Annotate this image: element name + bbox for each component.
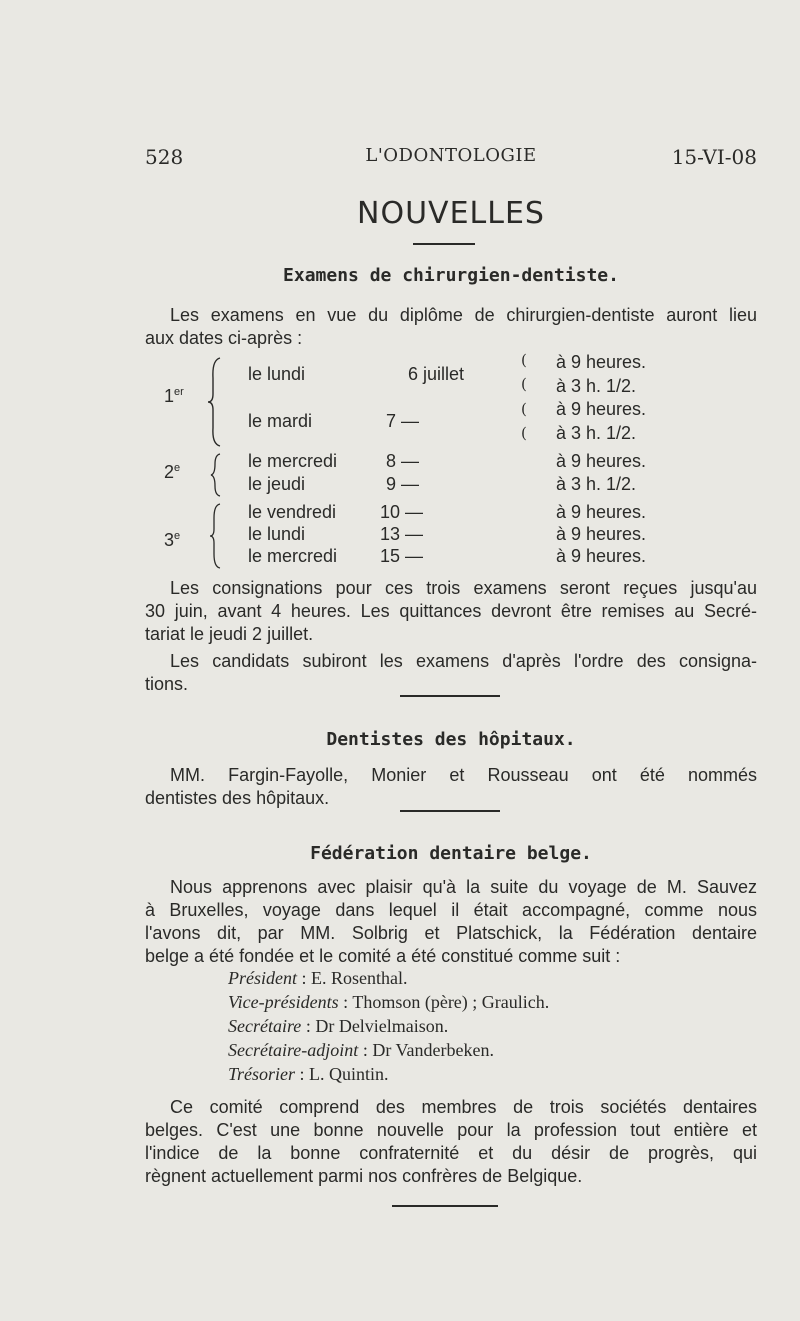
title-rule bbox=[413, 243, 475, 245]
exam-day: le lundi bbox=[248, 364, 306, 384]
page-number: 528 bbox=[145, 145, 184, 169]
page-title: NOUVELLES bbox=[357, 196, 545, 231]
section-heading-federation: Fédération dentaire belge. bbox=[310, 843, 592, 864]
exam-day: le mercredi bbox=[248, 451, 338, 471]
exams-intro bbox=[145, 304, 757, 350]
section-divider bbox=[400, 695, 500, 697]
text-line: Ce comité comprend des membres de trois sociétés dentaires bbox=[170, 1097, 757, 1117]
exam-day: le jeudi bbox=[248, 474, 306, 494]
section-heading-exams: Examens de chirurgien-dentiste. bbox=[283, 265, 619, 286]
group-label-3: 3e bbox=[164, 530, 181, 550]
exam-time: à 9 heures. bbox=[556, 524, 647, 544]
exam-time: à 3 h. 1/2. bbox=[556, 376, 637, 396]
officer-treasurer: Trésorier : L. Quintin. bbox=[228, 1064, 389, 1084]
time-brace: ( bbox=[521, 375, 527, 393]
exam-date: 8 — bbox=[386, 451, 420, 471]
exam-time: à 9 heures. bbox=[556, 451, 647, 471]
text-line: Les candidats subiront les examens d'après l'ordre des consigna- bbox=[170, 651, 757, 671]
exam-date: 15 — bbox=[380, 546, 424, 566]
text-line: tions. bbox=[145, 674, 189, 694]
officer-vice-presidents: Vice-présidents : Thomson (père) ; Graulich. bbox=[228, 992, 550, 1012]
text-line: aux dates ci-après : bbox=[145, 328, 303, 348]
federation-intro bbox=[145, 876, 757, 968]
brace-group-1 bbox=[206, 356, 226, 448]
exam-time: à 3 h. 1/2. bbox=[556, 423, 637, 443]
federation-closing bbox=[145, 1096, 757, 1188]
text-line: à Bruxelles, voyage dans lequel il était accompagné, comme nous bbox=[145, 900, 757, 920]
exam-time: à 3 h. 1/2. bbox=[556, 474, 637, 494]
exams-candidates bbox=[145, 650, 757, 696]
section-divider bbox=[400, 810, 500, 812]
text-line: Nous apprenons avec plaisir qu'à la suite du voyage de M. Sauvez bbox=[170, 877, 757, 897]
text-line: MM. Fargin-Fayolle, Monier et Rousseau ont été nommés bbox=[170, 765, 757, 785]
journal-title: L'ODONTOLOGIE bbox=[365, 145, 537, 166]
officer-secretary: Secrétaire : Dr Delvielmaison. bbox=[228, 1016, 449, 1036]
exam-day: le mercredi bbox=[248, 546, 338, 566]
running-header bbox=[145, 145, 757, 173]
time-brace: ( bbox=[521, 400, 527, 418]
hospitals-text bbox=[145, 764, 757, 810]
group-label-2: 2e bbox=[164, 462, 181, 482]
exam-time: à 9 heures. bbox=[556, 502, 647, 522]
text-line: règnent actuellement parmi nos confrères de Belgique. bbox=[145, 1166, 583, 1186]
exam-date: 13 — bbox=[380, 524, 424, 544]
text-line: Les examens en vue du diplôme de chirurgien-dentiste auront lieu bbox=[170, 305, 757, 325]
officer-president: Président : E. Rosenthal. bbox=[228, 968, 408, 988]
brace-group-2 bbox=[210, 452, 224, 498]
text-line: belge a été fondée et le comité a été constitué comme suit : bbox=[145, 946, 621, 966]
exam-time: à 9 heures. bbox=[556, 352, 647, 372]
section-heading-hospitals: Dentistes des hôpitaux. bbox=[326, 729, 576, 750]
exam-day: le mardi bbox=[248, 411, 313, 431]
text-line: dentistes des hôpitaux. bbox=[145, 788, 330, 808]
group-label-1: 1er bbox=[164, 386, 184, 406]
text-line: l'avons dit, par MM. Solbrig et Platschick, la Fédération dentaire bbox=[145, 923, 757, 943]
exam-time: à 9 heures. bbox=[556, 546, 647, 566]
text-line: belges. C'est une bonne nouvelle pour la profession tout entière et bbox=[145, 1120, 757, 1140]
officer-assistant-secretary: Secrétaire-adjoint : Dr Vanderbeken. bbox=[228, 1040, 494, 1060]
text-line: tariat le jeudi 2 juillet. bbox=[145, 624, 314, 644]
time-brace: ( bbox=[521, 424, 527, 442]
exam-date: 6 juillet bbox=[408, 364, 465, 384]
brace-group-3 bbox=[208, 502, 224, 570]
exam-day: le vendredi bbox=[248, 502, 337, 522]
time-brace: ( bbox=[521, 351, 527, 369]
exam-date: 9 — bbox=[386, 474, 420, 494]
text-line: Les consignations pour ces trois examens seront reçues jusqu'au bbox=[170, 578, 757, 598]
section-divider bbox=[392, 1205, 498, 1207]
exam-date: 10 — bbox=[380, 502, 424, 522]
text-line: 30 juin, avant 4 heures. Les quittances devront être remises au Secré- bbox=[145, 601, 757, 621]
text-line: l'indice de la bonne confraternité et du désir de progrès, qui bbox=[145, 1143, 757, 1163]
exam-day: le lundi bbox=[248, 524, 306, 544]
exam-time: à 9 heures. bbox=[556, 399, 647, 419]
exams-consignations bbox=[145, 577, 757, 646]
issue-date: 15-VI-08 bbox=[671, 145, 757, 169]
exam-date: 7 — bbox=[386, 411, 420, 431]
